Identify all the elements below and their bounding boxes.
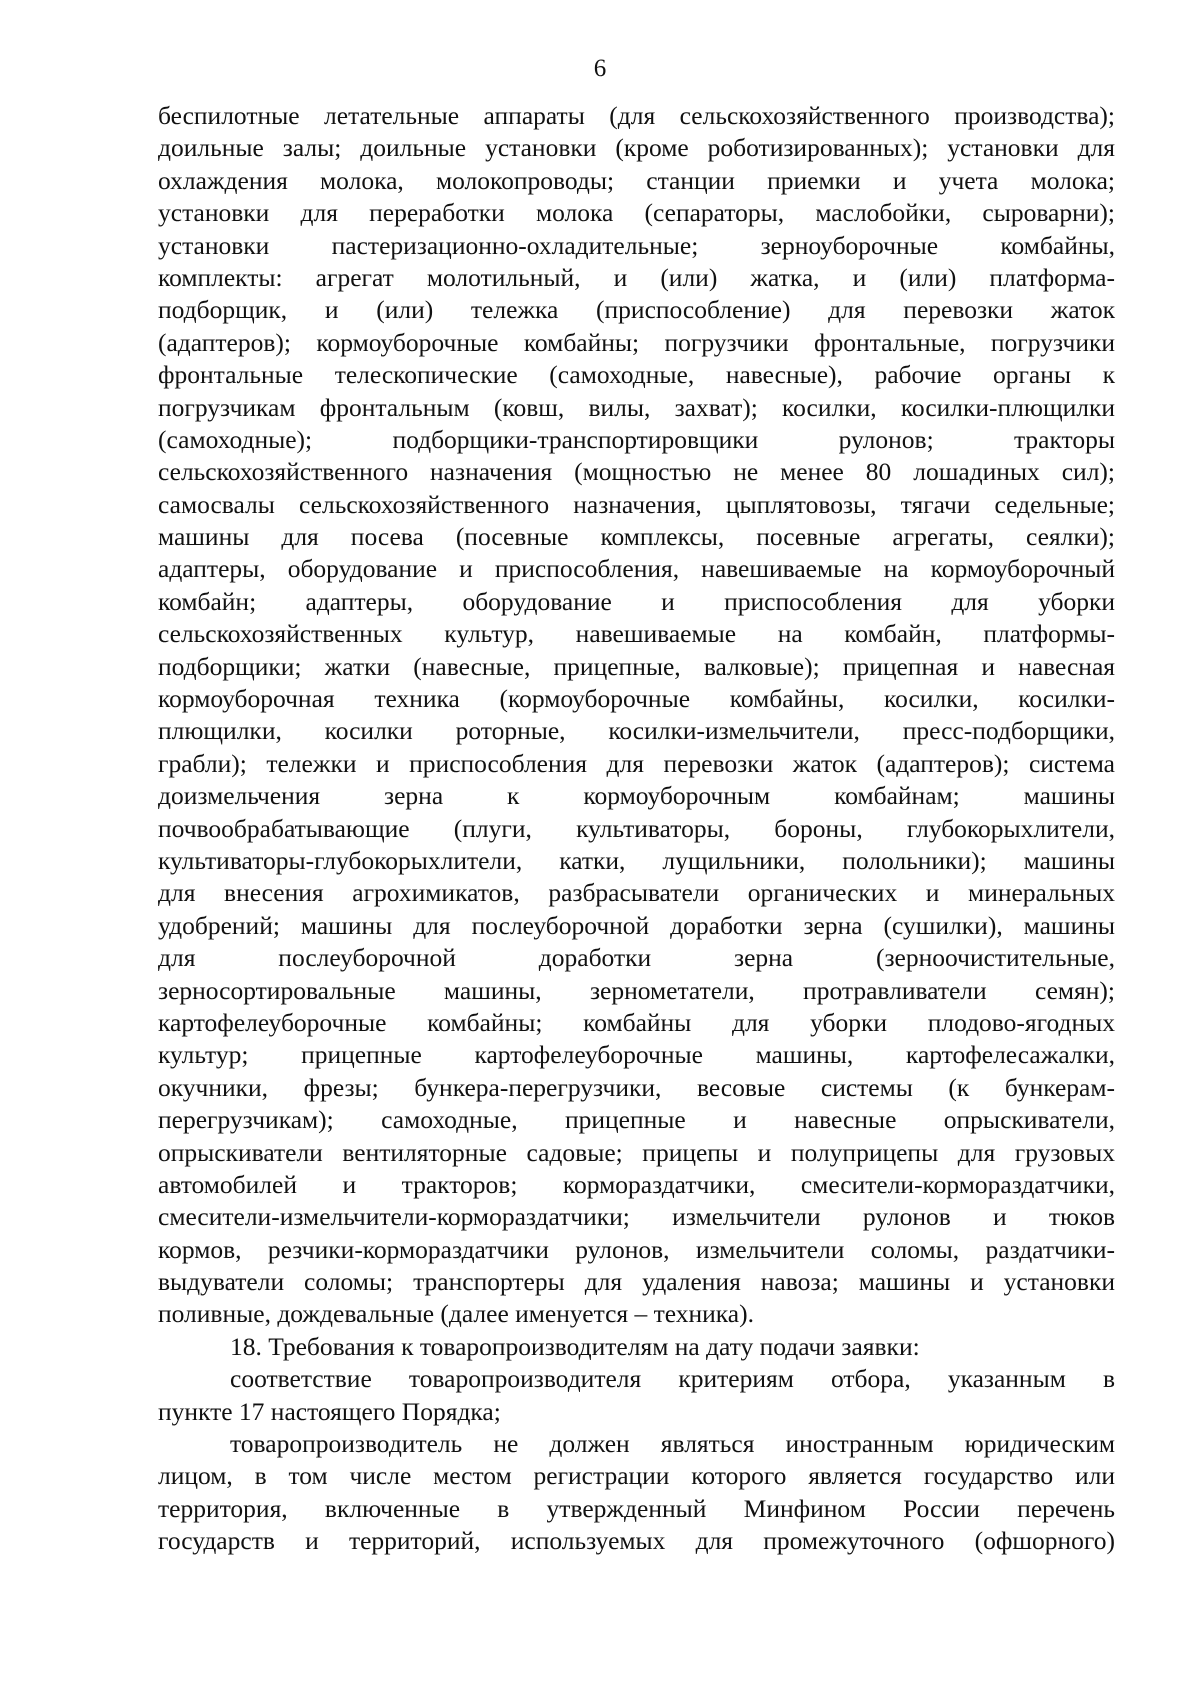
- page-number: 6: [593, 55, 607, 82]
- text-line: удобрений; машины для послеуборочной доработки зерна (сушилки), машины: [158, 910, 1115, 940]
- text-line: лицом, в том числе местом регистрации которого является государство или: [158, 1461, 1115, 1491]
- text-line: (самоходные); подборщики-транспортировщики рулонов; тракторы: [158, 424, 1115, 454]
- text-line: автомобилей и тракторов; кормораздатчики, смесители-кормораздатчики,: [158, 1169, 1115, 1199]
- text-line: перегрузчикам); самоходные, прицепные и навесные опрыскиватели,: [158, 1105, 1115, 1135]
- text-line: подборщики; жатки (навесные, прицепные, валковые); прицепная и навесная: [158, 651, 1115, 681]
- text-line: картофелеуборочные комбайны; комбайны для уборки плодово-ягодных: [158, 1007, 1115, 1037]
- text-line: для послеуборочной доработки зерна (зерноочистительные,: [158, 943, 1115, 973]
- text-line: фронтальные телескопические (самоходные, навесные), рабочие органы к: [158, 360, 1115, 390]
- text-line: соответствие товаропроизводителя критериям отбора, указанным в: [230, 1364, 1115, 1394]
- text-line: плющилки, косилки роторные, косилки-измельчители, пресс-подборщики,: [158, 716, 1115, 746]
- text-line: окучники, фрезы; бункера-перегрузчики, весовые системы (к бункерам-: [158, 1072, 1115, 1102]
- text-line: доизмельчения зерна к кормоуборочным комбайнам; машины: [158, 781, 1115, 811]
- text-line: культур; прицепные картофелеуборочные машины, картофелесажалки,: [158, 1040, 1115, 1070]
- text-line: кормов, резчики-кормораздатчики рулонов, измельчители соломы, раздатчики-: [158, 1234, 1115, 1264]
- paragraph-end-line: пункте 17 настоящего Порядка;: [158, 1396, 501, 1426]
- text-line: самосвалы сельскохозяйственного назначения, цыплятовозы, тягачи седельные;: [158, 489, 1115, 519]
- text-line: погрузчикам фронтальным (ковш, вилы, захват); косилки, косилки-плющилки: [158, 392, 1115, 422]
- text-line: охлаждения молока, молокопроводы; станции приемки и учета молока;: [158, 165, 1115, 195]
- text-line: государств и территорий, используемых для промежуточного (офшорного): [158, 1526, 1115, 1556]
- text-line: зерносортировальные машины, зернометатели, протравливатели семян);: [158, 975, 1115, 1005]
- text-line: товаропроизводитель не должен являться иностранным юридическим: [230, 1429, 1115, 1459]
- text-line: комплекты: агрегат молотильный, и (или) жатка, и (или) платформа-: [158, 262, 1115, 292]
- text-line: опрыскиватели вентиляторные садовые; прицепы и полуприцепы для грузовых: [158, 1137, 1115, 1167]
- text-line: беспилотные летательные аппараты (для сельскохозяйственного производства);: [158, 101, 1115, 130]
- text-line: кормоуборочная техника (кормоуборочные комбайны, косилки, косилки-: [158, 684, 1115, 714]
- text-line: почвообрабатывающие (плуги, культиваторы, бороны, глубокорыхлители,: [158, 813, 1115, 843]
- text-line: адаптеры, оборудование и приспособления, навешиваемые на кормоуборочный: [158, 554, 1115, 584]
- text-line: выдуватели соломы; транспортеры для удаления навоза; машины и установки: [158, 1267, 1115, 1297]
- text-line: культиваторы-глубокорыхлители, катки, лущильники, полольники); машины: [158, 845, 1115, 875]
- paragraph-end-line: поливные, дождевальные (далее именуется – техника).: [158, 1299, 754, 1329]
- text-line: сельскохозяйственных культур, навешиваемые на комбайн, платформы-: [158, 619, 1115, 649]
- text-line: машины для посева (посевные комплексы, посевные агрегаты, сеялки);: [158, 522, 1115, 552]
- text-line: установки пастеризационно-охладительные; зерноуборочные комбайны,: [158, 230, 1115, 260]
- text-line: территория, включенные в утвержденный Минфином России перечень: [158, 1493, 1115, 1523]
- text-line: (адаптеров); кормоуборочные комбайны; погрузчики фронтальные, погрузчики: [158, 327, 1115, 357]
- document-body: [158, 100, 1115, 1558]
- text-line: грабли); тележки и приспособления для перевозки жаток (адаптеров); система: [158, 748, 1115, 778]
- text-line: подборщик, и (или) тележка (приспособление) для перевозки жаток: [158, 295, 1115, 325]
- text-line: сельскохозяйственного назначения (мощностью не менее 80 лошадиных сил);: [158, 457, 1115, 487]
- text-line: смесители-измельчители-кормораздатчики; измельчители рулонов и тюков: [158, 1202, 1115, 1232]
- section-heading-18: 18. Требования к товаропроизводителям на дату подачи заявки:: [230, 1331, 920, 1361]
- text-line: установки для переработки молока (сепараторы, маслобойки, сыроварни);: [158, 198, 1115, 228]
- text-line: для внесения агрохимикатов, разбрасыватели органических и минеральных: [158, 878, 1115, 908]
- text-line: доильные залы; доильные установки (кроме роботизированных); установки для: [158, 133, 1115, 163]
- text-line: комбайн; адаптеры, оборудование и приспособления для уборки: [158, 586, 1115, 616]
